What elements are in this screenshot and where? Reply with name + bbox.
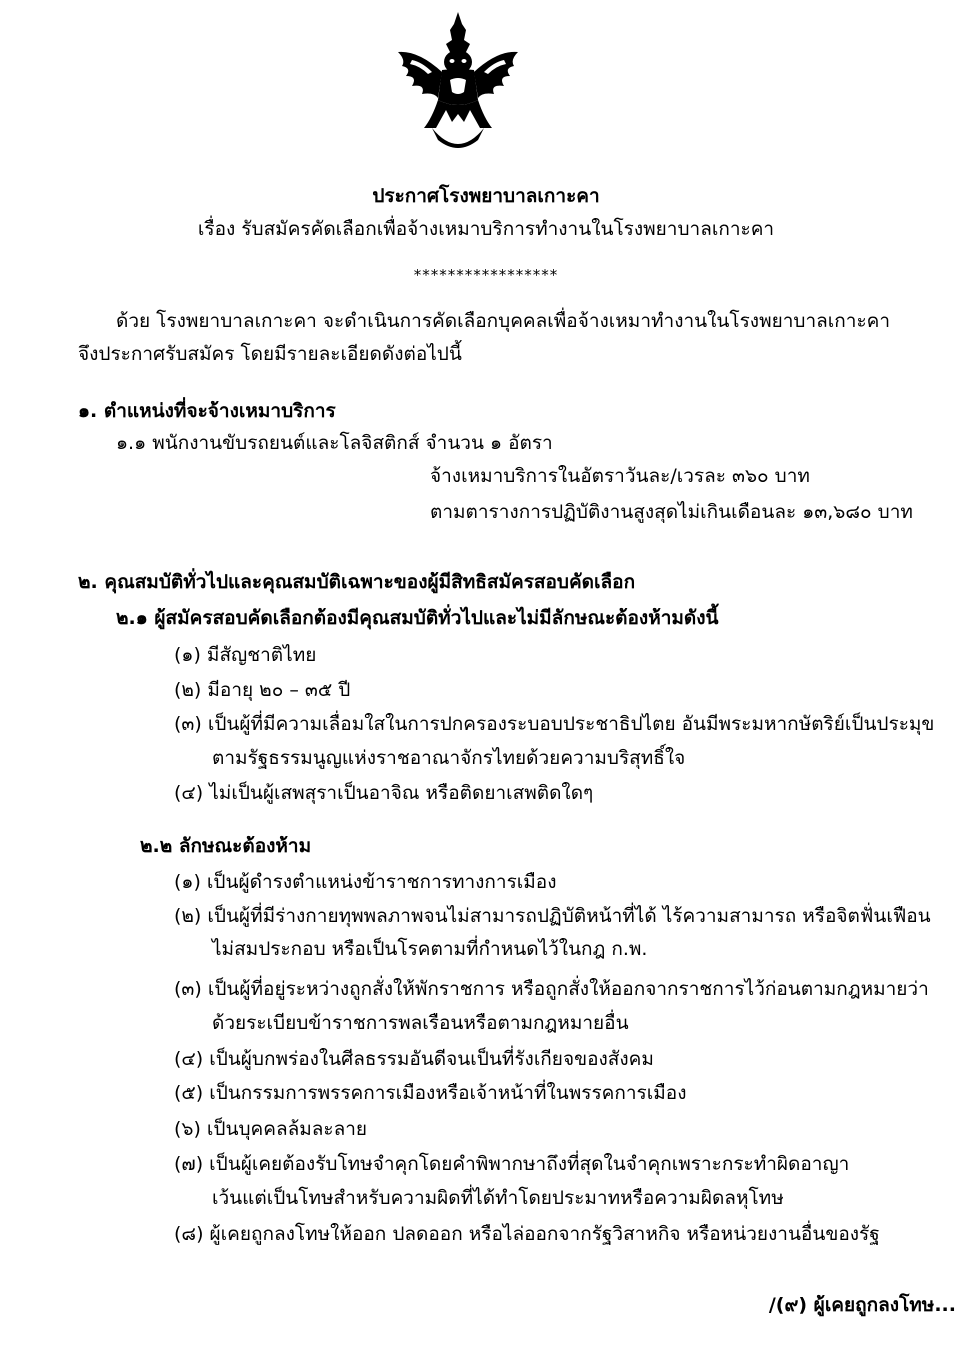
separator-stars: *****************	[413, 266, 559, 284]
list-item-continuation: ด้วยระเบียบข้าราชการพลเรือนหรือตามกฎหมายอื่น	[212, 1012, 629, 1034]
list-item: (๒) เป็นผู้ที่มีร่างกายทุพพลภาพจนไม่สามารถปฏิบัติหน้าที่ได้ ไร้ความสามารถ หรือจิตฟั่นเฟือน	[174, 905, 931, 927]
list-item: (๘) ผู้เคยถูกลงโทษให้ออก ปลดออก หรือไล่ออกจากรัฐวิสาหกิจ หรือหน่วยงานอื่นของรัฐ	[174, 1223, 880, 1245]
continuation-note: /(๙) ผู้เคยถูกลงโทษ...	[768, 1294, 956, 1316]
section1-heading: ๑. ตำแหน่งที่จะจ้างเหมาบริการ	[78, 400, 336, 422]
list-item: (๔) เป็นผู้บกพร่องในศีลธรรมอันดีจนเป็นที่รังเกียจของสังคม	[174, 1048, 654, 1070]
list-item: (๓) เป็นผู้ที่อยู่ระหว่างถูกสั่งให้พักราชการ หรือถูกสั่งให้ออกจากราชการไว้ก่อนตามกฎหมายว่า	[174, 978, 929, 1000]
document-subject: เรื่อง รับสมัครคัดเลือกเพื่อจ้างเหมาบริการทำงานในโรงพยาบาลเกาะคา	[197, 218, 775, 240]
section2-1-heading: ๒.๑ ผู้สมัครสอบคัดเลือกต้องมีคุณสมบัติทั่วไปและไม่มีลักษณะต้องห้ามดังนี้	[116, 607, 719, 629]
list-item: (๓) เป็นผู้ที่มีความเลื่อมใสในการปกครองระบอบประชาธิปไตย อันมีพระมหากษัตริย์เป็นประมุข	[174, 713, 935, 735]
section2-heading: ๒. คุณสมบัติทั่วไปและคุณสมบัติเฉพาะของผู้มีสิทธิสมัครสอบคัดเลือก	[78, 571, 636, 593]
section2-2-heading: ๒.๒ ลักษณะต้องห้าม	[140, 835, 312, 857]
rate-monthly: ตามตารางการปฏิบัติงานสูงสุดไม่เกินเดือนละ ๑๓,๖๘๐ บาท	[430, 501, 913, 523]
list-item: (๗) เป็นผู้เคยต้องรับโทษจำคุกโดยคำพิพากษาถึงที่สุดในจำคุกเพราะกระทำผิดอาญา	[174, 1153, 850, 1175]
list-item-continuation: ตามรัฐธรรมนูญแห่งราชอาณาจักรไทยด้วยความบริสุทธิ์ใจ	[212, 747, 686, 769]
list-item-continuation: เว้นแต่เป็นโทษสำหรับความผิดที่ได้ทำโดยประมาทหรือความผิดลหุโทษ	[212, 1187, 784, 1209]
list-item-continuation: ไม่สมประกอบ หรือเป็นโรคตามที่กำหนดไว้ในกฎ ก.พ.	[212, 938, 648, 960]
list-item: (๕) เป็นกรรมการพรรคการเมืองหรือเจ้าหน้าที่ในพรรคการเมือง	[174, 1082, 687, 1104]
list-item: (๑) มีสัญชาติไทย	[174, 644, 317, 666]
intro-paragraph-line2: จึงประกาศรับสมัคร โดยมีรายละเอียดดังต่อไปนี้	[78, 343, 462, 365]
list-item: (๒) มีอายุ ๒๐ – ๓๕ ปี	[174, 679, 351, 701]
list-item: (๑) เป็นผู้ดำรงตำแหน่งข้าราชการทางการเมือง	[174, 871, 557, 893]
garuda-emblem	[392, 10, 524, 160]
document-title: ประกาศโรงพยาบาลเกาะคา	[372, 185, 600, 207]
list-item: (๖) เป็นบุคคลล้มละลาย	[174, 1118, 368, 1140]
intro-paragraph-line1: ด้วย โรงพยาบาลเกาะคา จะดำเนินการคัดเลือกบุคคลเพื่อจ้างเหมาทำงานในโรงพยาบาลเกาะคา	[116, 310, 891, 332]
rate-daily: จ้างเหมาบริการในอัตราวันละ/เวรละ ๓๖๐ บาท	[430, 465, 810, 487]
list-item: (๔) ไม่เป็นผู้เสพสุราเป็นอาจิณ หรือติดยาเสพติดใดๆ	[174, 782, 594, 804]
section1-item: ๑.๑ พนักงานขับรถยนต์และโลจิสติกส์ จำนวน ๑ อัตรา	[116, 432, 553, 454]
